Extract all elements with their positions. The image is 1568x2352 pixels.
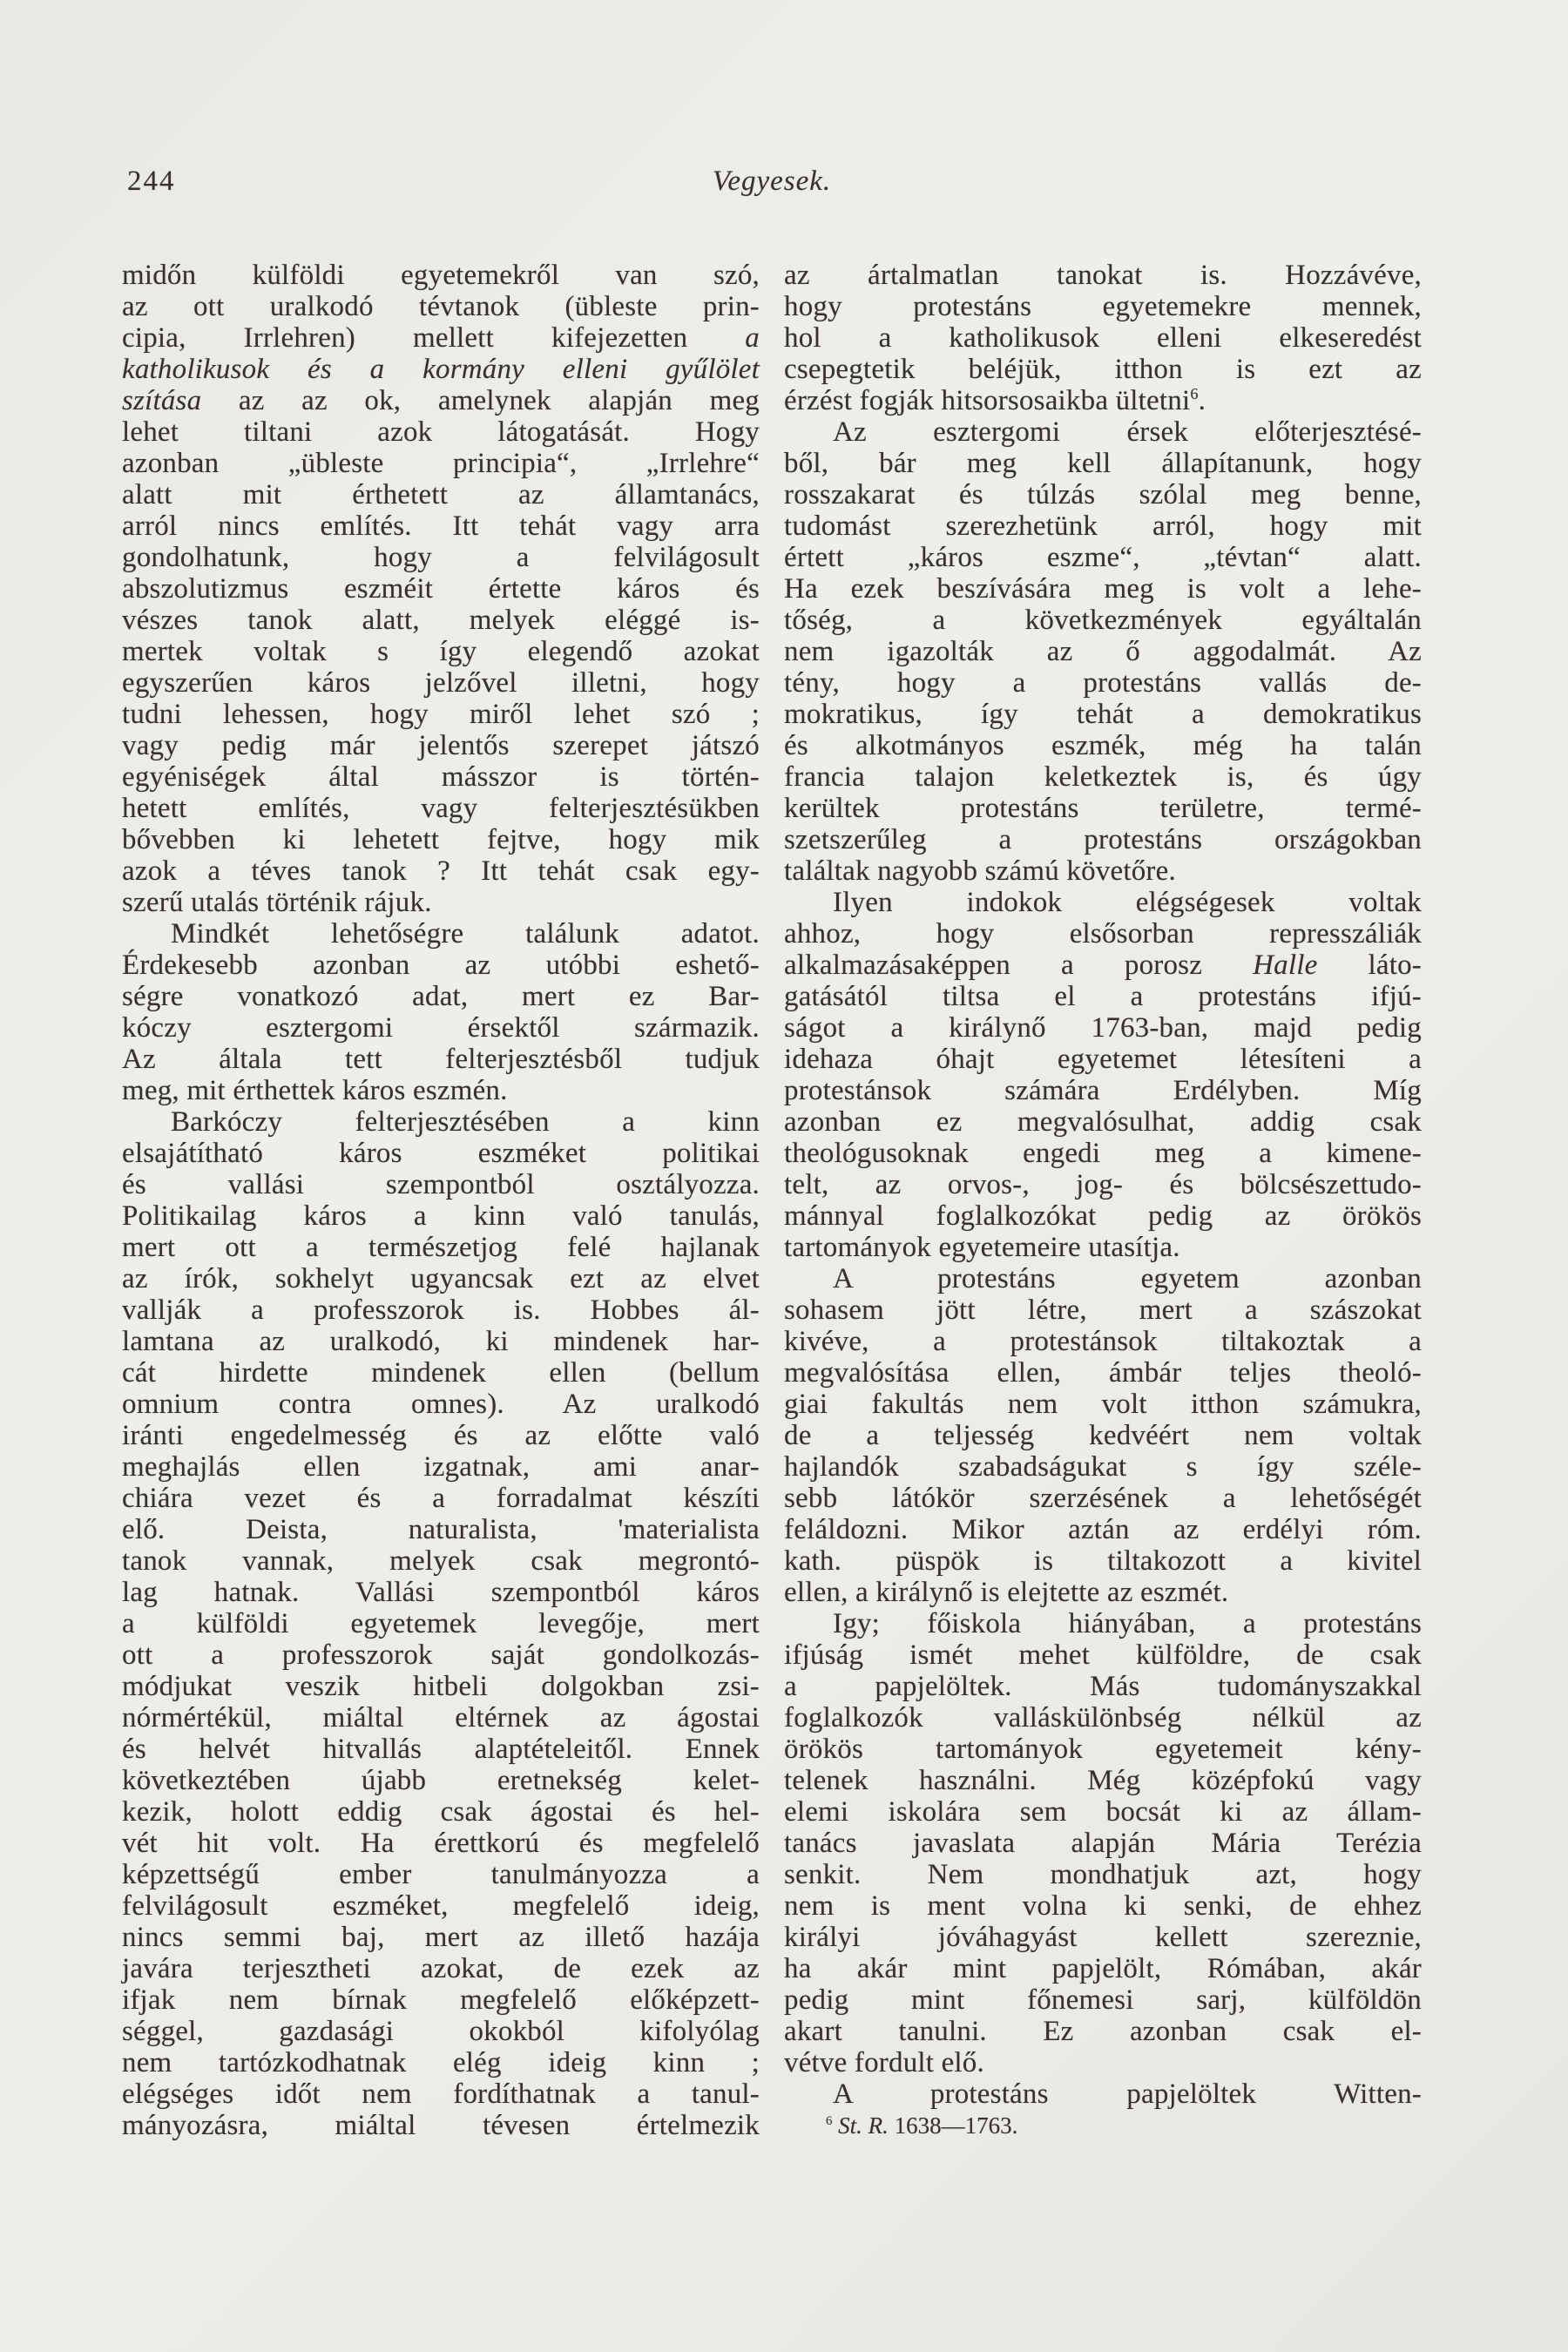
text-columns — [122, 260, 1422, 2141]
text-line: és alkotmányos eszmék, még ha talán — [784, 730, 1422, 761]
text-line: chiára vezet és a forradalmat készíti — [122, 1483, 760, 1514]
text-line: tény, hogy a protestáns vallás de- — [784, 667, 1422, 699]
text-line: telenek használni. Még középfokú vagy — [784, 1765, 1422, 1796]
text-line: lag hatnak. Vallási szempontból káros — [122, 1577, 760, 1608]
paragraph — [122, 918, 760, 1106]
text-line: ségre vonatkozó adat, mert ez Bar- — [122, 981, 760, 1012]
text-line: ha akár mint papjelölt, Rómában, akár — [784, 1953, 1422, 1984]
text-line: vallják a professzorok is. Hobbes ál- — [122, 1294, 760, 1326]
text-line: vétve fordult elő. — [784, 2047, 984, 2078]
text-line: gatásától tiltsa el a protestáns ifjú- — [784, 981, 1422, 1012]
text-line: érzést fogják hitsorsosaikba ültetni$^6$. — [784, 385, 1206, 416]
page-header — [122, 166, 1422, 204]
text-line: meghajlás ellen izgatnak, ami anar- — [122, 1451, 760, 1483]
paragraph — [784, 416, 1422, 887]
text-line: pedig mint főnemesi sarj, külföldön — [784, 1984, 1422, 2016]
text-line: séggel, gazdasági okokból kifolyólag — [122, 2016, 760, 2047]
column-right — [784, 260, 1422, 2141]
paragraph — [784, 1608, 1422, 2078]
text-line: A protestáns egyetem azonban — [833, 1263, 1422, 1294]
paragraph — [122, 1106, 760, 2141]
text-line: mert ott a természetjog felé hajlanak — [122, 1232, 760, 1263]
text-line: tartományok egyetemeire utasítja. — [784, 1232, 1180, 1263]
text-line: cát hirdette mindenek ellen (bellum — [122, 1357, 760, 1389]
text-line: az ártalmatlan tanokat is. Hozzávéve, — [784, 260, 1422, 291]
text-line: Az esztergomi érsek előterjesztésé- — [833, 416, 1422, 448]
text-line: szetszerűleg a protestáns országokban — [784, 824, 1422, 855]
page-number: 244 — [127, 166, 176, 197]
text-line: kóczy esztergomi érsektől származik. — [122, 1012, 760, 1044]
text-line: arról nincs említés. Itt tehát vagy arra — [122, 510, 760, 542]
text-line: protestánsok számára Erdélyben. Míg — [784, 1075, 1422, 1106]
column-right-body — [784, 260, 1422, 2110]
text-line: akart tanulni. Ez azonban csak el- — [784, 2016, 1422, 2047]
text-line: tudni lehessen, hogy miről lehet szó ; — [122, 699, 760, 730]
text-line: vét hit volt. Ha érettkorú és megfelelő — [122, 1828, 760, 1859]
text-line: vészes tanok alatt, melyek eléggé is- — [122, 605, 760, 636]
text-line: tanok vannak, melyek csak megrontó- — [122, 1545, 760, 1577]
text-line: örökös tartományok egyetemeit kény- — [784, 1734, 1422, 1765]
text-line: csepegtetik beléjük, itthon is ezt az — [784, 354, 1422, 385]
text-line: nincs semmi baj, mert az illető hazája — [122, 1922, 760, 1953]
text-line: Ilyen indokok elégségesek voltak — [833, 887, 1422, 918]
text-line: ifjak nem bírnak megfelelő előképzett- — [122, 1984, 760, 2016]
text-line: Politikailag káros a kinn való tanulás, — [122, 1200, 760, 1232]
text-line: az ott uralkodó tévtanok (übleste prin- — [122, 291, 760, 322]
text-line: hajlandók szabadságukat s így széle- — [784, 1451, 1422, 1483]
text-line: ahhoz, hogy elsősorban represszáliák — [784, 918, 1422, 950]
text-line: foglalkozók valláskülönbség nélkül az — [784, 1702, 1422, 1734]
column-left-body — [122, 260, 760, 2141]
text-line: a külföldi egyetemek levegője, mert — [122, 1608, 760, 1639]
text-line: Ha ezek beszívására meg is volt a lehe- — [784, 573, 1422, 605]
text-line: mokratikus, így tehát a demokratikus — [784, 699, 1422, 730]
text-line: szítása az az ok, amelynek alapján meg — [122, 385, 760, 416]
column-left — [122, 260, 760, 2141]
text-line: iránti engedelmesség és az előtte való — [122, 1420, 760, 1451]
text-line: idehaza óhajt egyetemet létesíteni a — [784, 1044, 1422, 1075]
text-line: megvalósítása ellen, ámbár teljes theoló- — [784, 1357, 1422, 1389]
text-line: de a teljesség kedvéért nem voltak — [784, 1420, 1422, 1451]
text-line: szerű utalás történik rájuk. — [122, 887, 432, 918]
text-line: az írók, sokhelyt ugyancsak ezt az elvet — [122, 1263, 760, 1294]
text-line: alkalmazásaképpen a porosz Halle láto- — [784, 950, 1422, 981]
text-line: telt, az orvos-, jog- és bölcsészettudo- — [784, 1169, 1422, 1200]
text-line: francia talajon keletkeztek is, és úgy — [784, 761, 1422, 793]
text-line: gondolhatunk, hogy a felvilágosult — [122, 542, 760, 573]
text-line: ságot a királynő 1763-ban, majd pedig — [784, 1012, 1422, 1044]
text-line: midőn külföldi egyetemekről van szó, — [122, 260, 760, 291]
text-line: nem tartózkodhatnak elég ideig kinn ; — [122, 2047, 760, 2078]
text-line: javára terjesztheti azokat, de ezek az — [122, 1953, 760, 1984]
paragraph — [122, 260, 760, 918]
text-line: nórmértékül, miáltal eltérnek az ágostai — [122, 1702, 760, 1734]
text-line: Érdekesebb azonban az utóbbi eshető- — [122, 950, 760, 981]
text-line: abszolutizmus eszméit értette káros és — [122, 573, 760, 605]
paragraph — [784, 887, 1422, 1263]
text-line: bővebben ki lehetett fejtve, hogy mik — [122, 824, 760, 855]
text-line: mertek voltak s így elegendő azokat — [122, 636, 760, 667]
text-line: alatt mit érthetett az államtanács, — [122, 479, 760, 510]
text-line: nem igazolták az ő aggodalmát. Az — [784, 636, 1422, 667]
text-line: ből, bár meg kell állapítanunk, hogy — [784, 448, 1422, 479]
paragraph — [784, 260, 1422, 416]
footnote: $^6$ St. R. 1638—1763. — [826, 2112, 1018, 2139]
text-line: azok a téves tanok ? Itt tehát csak egy- — [122, 855, 760, 887]
text-line: találtak nagyobb számú követőre. — [784, 855, 1176, 887]
text-line: kezik, holott eddig csak ágostai és hel- — [122, 1796, 760, 1828]
text-line: elégséges időt nem fordíthatnak a tanul- — [122, 2078, 760, 2110]
text-line: hetett említés, vagy felterjesztésükben — [122, 793, 760, 824]
text-line: meg, mit érthettek káros eszmén. — [122, 1075, 508, 1106]
text-line: tudomást szerezhetünk arról, hogy mit — [784, 510, 1422, 542]
text-line: ott a professzorok saját gondolkozás- — [122, 1639, 760, 1671]
text-line: kath. püspök is tiltakozott a kivitel — [784, 1545, 1422, 1577]
text-line: mánnyal foglalkozókat pedig az örökös — [784, 1200, 1422, 1232]
text-line: egyszerűen káros jelzővel illetni, hogy — [122, 667, 760, 699]
text-line: cipia, Irrlehren) mellett kifejezetten a — [122, 322, 760, 354]
text-line: ifjúság ismét mehet külföldre, de csak — [784, 1639, 1422, 1671]
text-line: Barkóczy felterjesztésében a kinn — [171, 1106, 760, 1138]
text-line: sohasem jött létre, mert a szászokat — [784, 1294, 1422, 1326]
text-line: lamtana az uralkodó, ki mindenek har- — [122, 1326, 760, 1357]
text-line: a papjelöltek. Más tudományszakkal — [784, 1671, 1422, 1702]
paragraph — [784, 2078, 1422, 2110]
text-line: nem is ment volna ki senki, de ehhez — [784, 1890, 1422, 1922]
text-line: omnium contra omnes). Az uralkodó — [122, 1389, 760, 1420]
text-line: ellen, a királynő is elejtette az eszmét. — [784, 1577, 1229, 1608]
text-line: módjukat veszik hitbeli dolgokban zsi- — [122, 1671, 760, 1702]
text-line: tanács javaslata alapján Mária Terézia — [784, 1828, 1422, 1859]
text-line: felvilágosult eszméket, megfelelő ideig, — [122, 1890, 760, 1922]
text-line: hol a katholikusok elleni elkeseredést — [784, 322, 1422, 354]
text-line: és helvét hitvallás alaptételeitől. Ennek — [122, 1734, 760, 1765]
text-line: feláldozni. Mikor aztán az erdélyi róm. — [784, 1514, 1422, 1545]
text-line: sebb látókör szerzésének a lehetőségét — [784, 1483, 1422, 1514]
text-line: tőség, a következmények egyáltalán — [784, 605, 1422, 636]
text-line: Igy; főiskola hiányában, a protestáns — [833, 1608, 1422, 1639]
text-line: királyi jóváhagyást kellett szereznie, — [784, 1922, 1422, 1953]
text-line: katholikusok és a kormány elleni gyűlölet — [122, 354, 760, 385]
running-title: Vegyesek. — [712, 166, 832, 197]
text-line: theológusoknak engedi meg a kimene- — [784, 1138, 1422, 1169]
text-line: értett „káros eszme“, „tévtan“ alatt. — [784, 542, 1422, 573]
text-line: egyéniségek által másszor is történ- — [122, 761, 760, 793]
text-line: elemi iskolára sem bocsát ki az állam- — [784, 1796, 1422, 1828]
text-line: mányozásra, miáltal tévesen értelmezik — [122, 2110, 760, 2141]
text-line: rosszakarat és túlzás szólal meg benne, — [784, 479, 1422, 510]
text-line: A protestáns papjelöltek Witten- — [833, 2078, 1422, 2110]
text-line: elsajátítható káros eszméket politikai — [122, 1138, 760, 1169]
text-line: elő. Deista, naturalista, 'materialista — [122, 1514, 760, 1545]
text-line: azonban ez megvalósulhat, addig csak — [784, 1106, 1422, 1138]
text-line: giai fakultás nem volt itthon számukra, — [784, 1389, 1422, 1420]
text-line: és vallási szempontból osztályozza. — [122, 1169, 760, 1200]
text-line: senkit. Nem mondhatjuk azt, hogy — [784, 1859, 1422, 1890]
text-line: következtében újabb eretnekség kelet- — [122, 1765, 760, 1796]
text-line: azonban „übleste principia“, „Irrlehre“ — [122, 448, 760, 479]
text-line: Az általa tett felterjesztésből tudjuk — [122, 1044, 760, 1075]
paragraph — [784, 1263, 1422, 1608]
text-line: kivéve, a protestánsok tiltakoztak a — [784, 1326, 1422, 1357]
text-line: vagy pedig már jelentős szerepet játszó — [122, 730, 760, 761]
text-line: kerültek protestáns területre, termé- — [784, 793, 1422, 824]
text-line: hogy protestáns egyetemekre mennek, — [784, 291, 1422, 322]
text-line: lehet tiltani azok látogatását. Hogy — [122, 416, 760, 448]
text-line: Mindkét lehetőségre találunk adatot. — [171, 918, 760, 950]
text-line: képzettségű ember tanulmányozza a — [122, 1859, 760, 1890]
